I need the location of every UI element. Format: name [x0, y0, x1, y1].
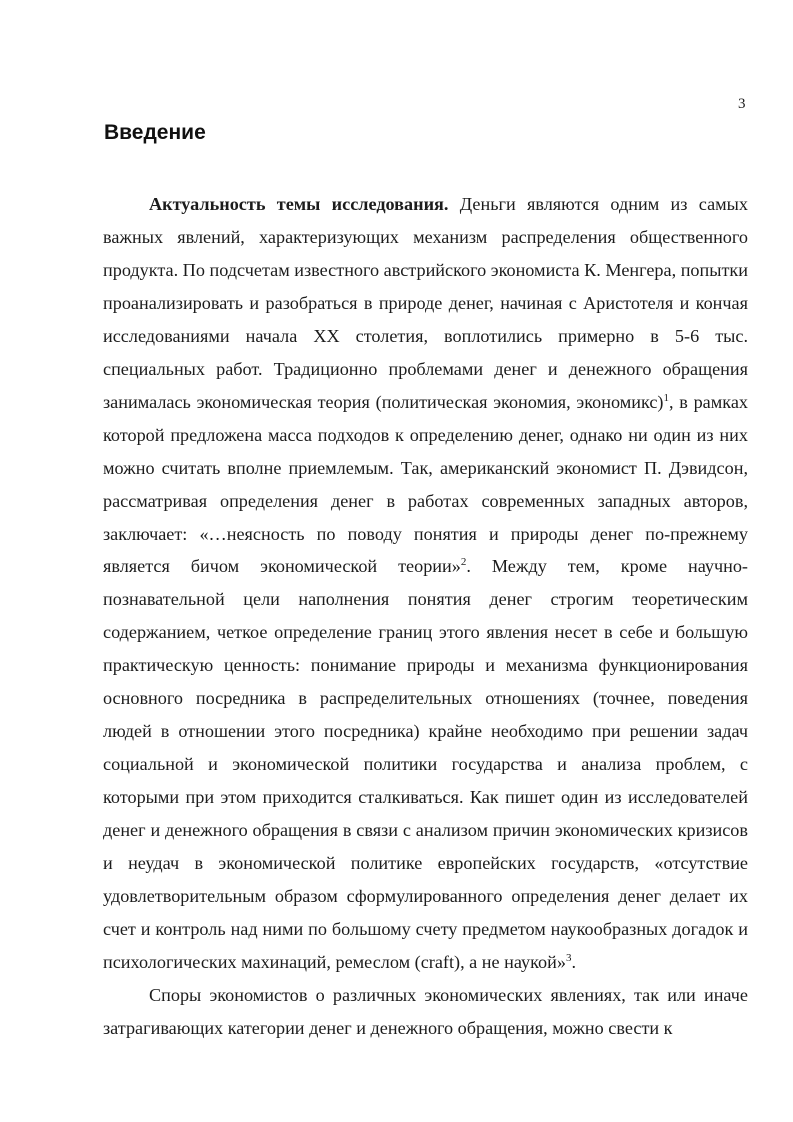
paragraph-text: . [571, 951, 576, 972]
section-heading: Введение [104, 121, 206, 144]
footnote-marker: 2 [460, 556, 467, 569]
paragraph-1 [103, 188, 748, 979]
paragraph-text: Деньги являются одним из самых важных явлений, характеризующих механизм распределения общественного продукта. По подсчетам известного австрийского экономиста К. Менгера, попытки проанализировать и разобраться в природе денег, начиная с Аристотеля и кончая исследованиями начала XX столетия, воплотились примерно в 5-6 тыс. специальных работ. Традиционно проблемами денег и денежного обращения занималась экономическая теория (политическая экономия, экономикс) [103, 194, 748, 412]
lead-in-phrase: Актуальность темы исследования. [149, 194, 449, 214]
paragraph-2 [103, 979, 748, 1045]
footnote-marker: 3 [565, 951, 572, 964]
page-number: 3 [738, 96, 746, 112]
paragraph-text: Споры экономистов о различных экономических явлениях, так или иначе затрагивающих категории денег и денежного обращения, можно свести к [103, 984, 748, 1038]
footnote-marker: 1 [663, 391, 669, 404]
paragraph-text: , в рамках которой предложена масса подходов к определению денег, однако ни один из них можно считать вполне приемлемым. Так, американский экономист П. Дэвидсон, рассматривая определения денег в работах современных западных авторов, заключает: «…неясность по поводу понятия и природы денег по-прежнему является бичом экономической теории» [103, 391, 748, 577]
body-text [103, 188, 748, 1045]
paragraph-text: . Между тем, кроме научно-познавательной цели наполнения понятия денег строгим теоретическим содержанием, четкое определение границ этого явления несет в себе и большую практическую ценность: понимание природы и механизма функционирования основного посредника в распределительных отношениях (точнее, поведения людей в отношении этого посредника) крайне необходимо при решении задач социальной и экономической политики государства и анализа проблем, с которыми при этом приходится сталкиваться. Как пишет один из исследователей денег и денежного обращения в связи с анализом причин экономических кризисов и неудач в экономической политике европейских государств, «отсутствие удовлетворительным образом сформулированного определения денег делает их счет и контроль над ними по большому счету предметом наукообразных догадок и психологических махинаций, ремеслом (craft), а не наукой» [103, 556, 748, 972]
